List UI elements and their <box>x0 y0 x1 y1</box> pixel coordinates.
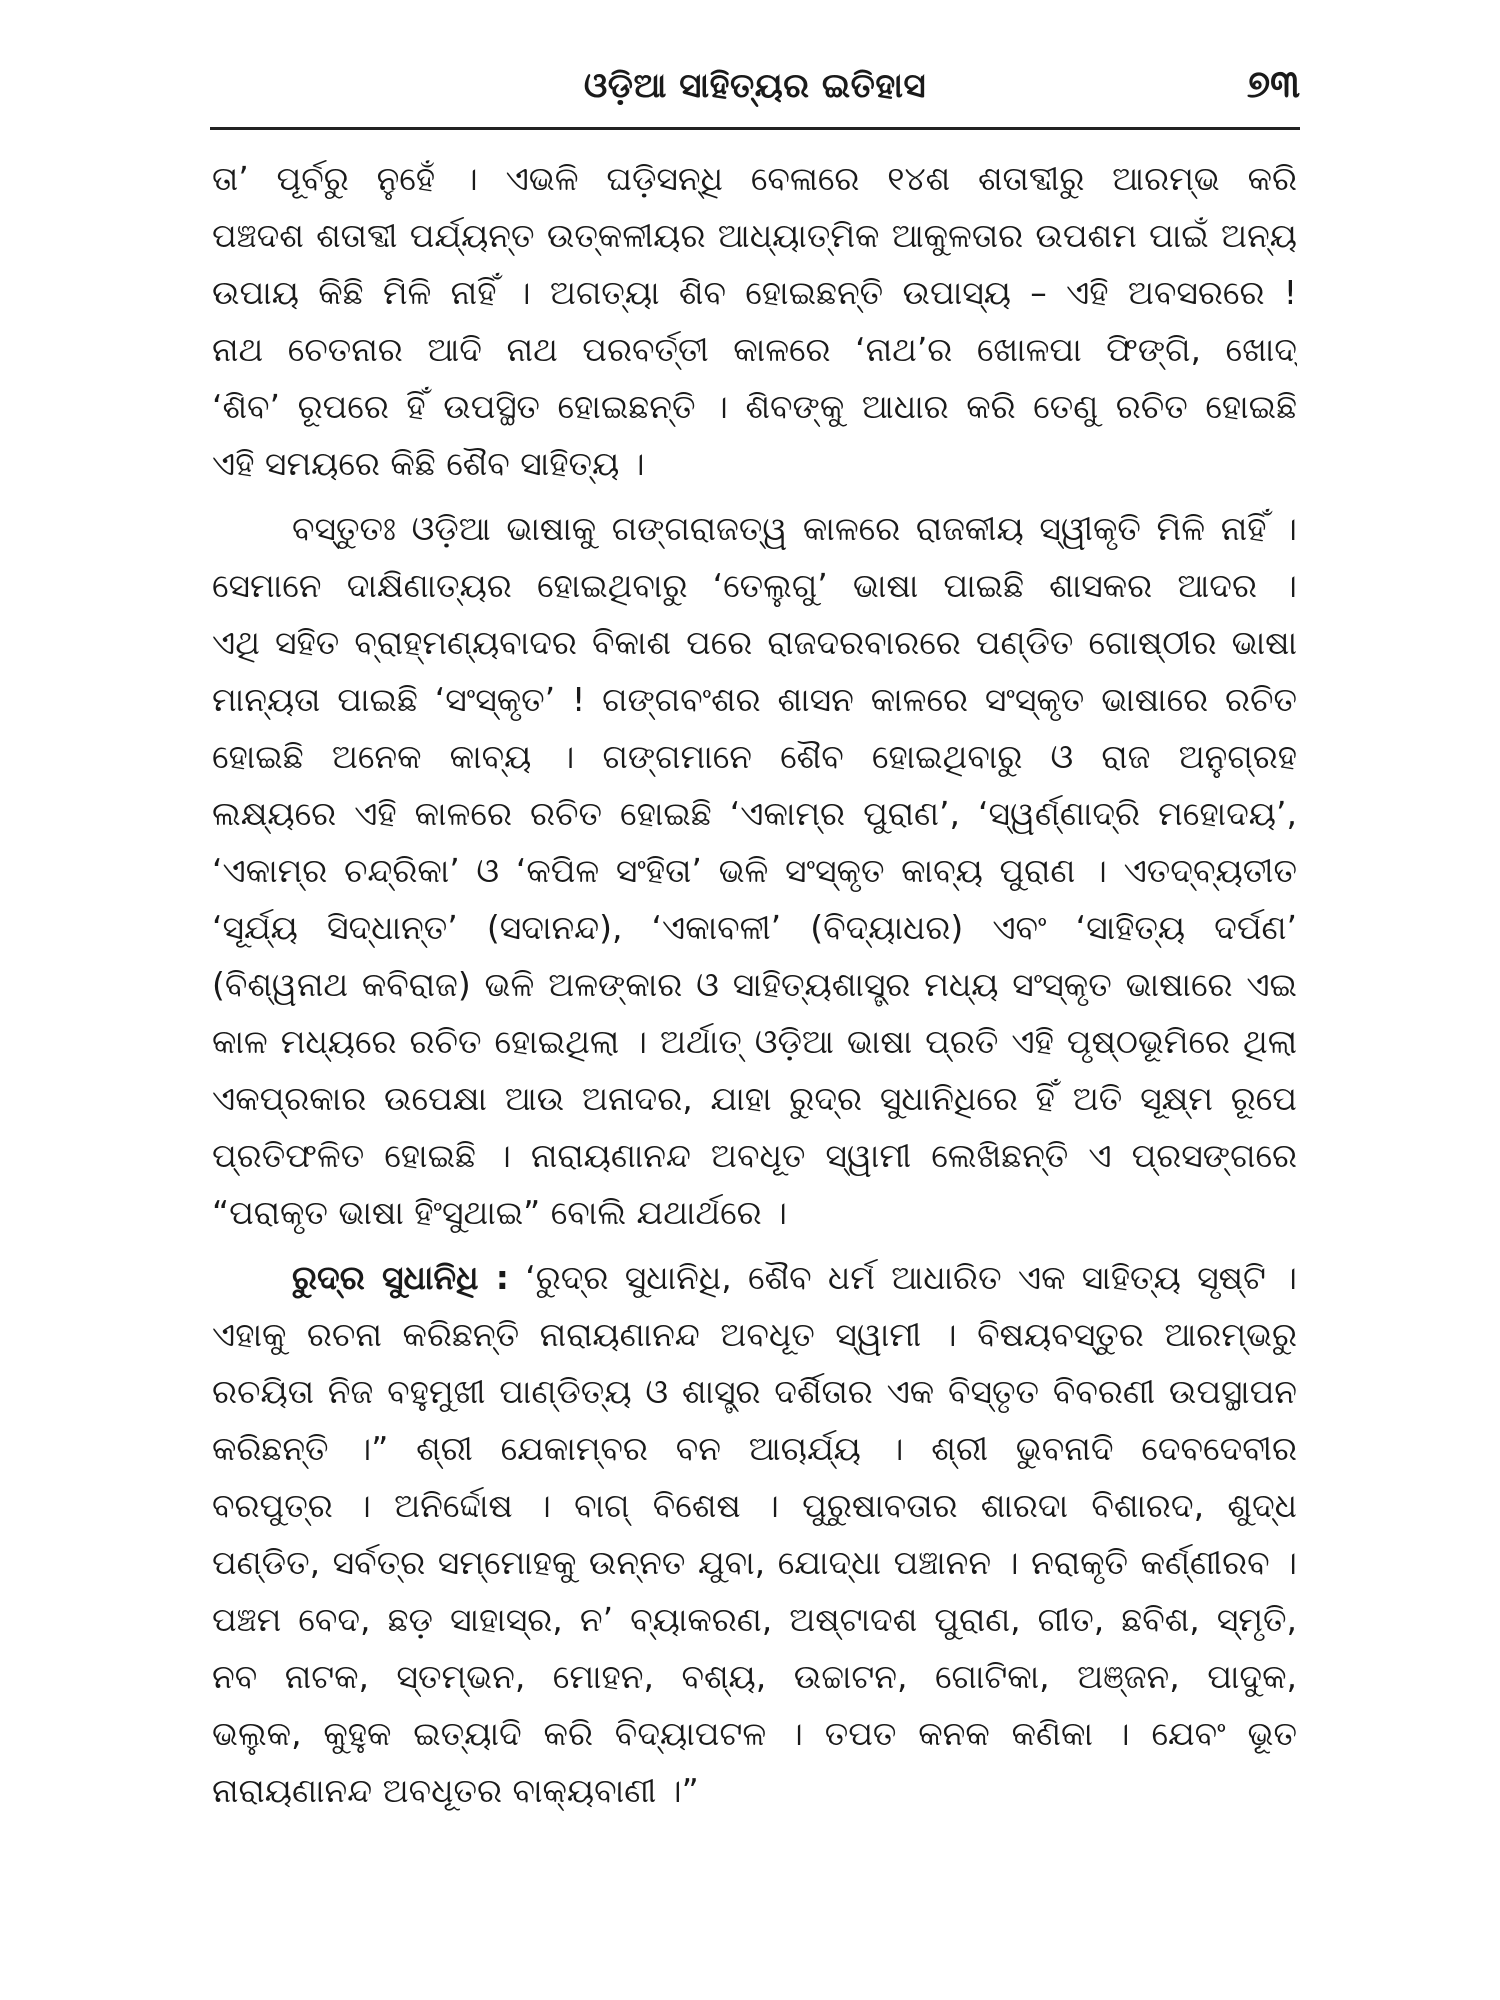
text-line: ପ୍ରତିଫଳିତ ହୋଇଛି । ନାରାୟଣାନନ୍ଦ ଅବଧୂତ ସ୍ୱାମୀ ଲେଖିଛନ୍ତି ଏ ପ୍ରସଙ୍ଗରେ <box>212 1136 1297 1175</box>
paragraph-1 <box>212 150 1297 492</box>
text-line: ନାରାୟଣାନନ୍ଦ ଅବଧୂତର ବାକ୍ୟବାଣୀ ।” <box>212 1771 699 1810</box>
text-line: ବସ୍ତୁତଃ ଓଡ଼ିଆ ଭାଷାକୁ ଗଙ୍ଗରାଜତ୍ୱ କାଳରେ ରାଜକୀୟ ସ୍ୱୀକୃତି ମିଳି ନାହିଁ । <box>292 509 1297 548</box>
running-header <box>210 58 1300 122</box>
running-title: ଓଡ଼ିଆ ସାହିତ୍ୟର ଇତିହାସ <box>583 66 927 106</box>
page-number: ୭୩ <box>1246 62 1300 106</box>
text-line: ରଚୟିତା ନିଜ ବହୁମୁଖୀ ପାଣ୍ଡିତ୍ୟ ଓ ଶାସ୍ତ୍ର ଦର୍ଶିତାର ଏକ ବିସ୍ତୃତ ବିବରଣୀ ଉପସ୍ଥାପନ <box>212 1372 1297 1411</box>
text-line: ତା’ ପୂର୍ବରୁ ନୁହେଁ । ଏଭଳି ଘଡ଼ିସନ୍ଧି ବେଳାରେ ୧୪ଶ ଶତାବ୍ଦୀରୁ ଆରମ୍ଭ କରି <box>212 159 1297 198</box>
text-line: ନାଥ ଚେତନାର ଆଦି ନାଥ ପରବର୍ତ୍ତୀ କାଳରେ ‘ନାଥ’ର ଖୋଳପା ଫିଙ୍ଗି, ଖୋଦ୍ <box>212 330 1297 369</box>
text-line: ନବ ନାଟକ, ସ୍ତମ୍ଭନ, ମୋହନ, ବଶ୍ୟ, ଉଚ୍ଚାଟନ, ଗୋଟିକା, ଅଞ୍ଜନ, ପାଦୁକ, <box>212 1657 1297 1696</box>
text-line: ପଣ୍ଡିତ, ସର୍ବତ୍ର ସମ୍ମୋହକୁ ଉନ୍ନତ ଯୁବା, ଯୋଦ୍ଧା ପଞ୍ଚାନନ । ନରାକୃତି କର୍ଣ୍ଣୀରବ । <box>212 1543 1297 1582</box>
text-line: ଏକପ୍ରକାର ଉପେକ୍ଷା ଆଉ ଅନାଦର, ଯାହା ରୁଦ୍ର ସୁଧାନିଧିରେ ହିଁ ଅତି ସୂକ୍ଷ୍ମ ରୂପେ <box>212 1079 1297 1118</box>
text-line: କରିଛନ୍ତି ।” ଶ୍ରୀ ଯେକାମ୍ବର ବନ ଆଚାର୍ଯ୍ୟ । ଶ୍ରୀ ଭୁବନାଦି ଦେବଦେବୀର <box>212 1429 1297 1468</box>
text-line: ପଞ୍ଚମ ବେଦ, ଛଡ଼ ସାହାସ୍ର, ନ’ ବ୍ୟାକରଣ, ଅଷ୍ଟାଦଶ ପୁରାଣ, ଗୀତ, ଛବିଶ, ସ୍ମୃତି, <box>212 1600 1297 1639</box>
text-line: ଉପାୟ କିଛି ମିଳି ନାହିଁ । ଅଗତ୍ୟା ଶିବ ହୋଇଛନ୍ତି ଉପାସ୍ୟ – ଏହି ଅବସରରେ ! <box>212 273 1297 312</box>
text-line: କାଳ ମଧ୍ୟରେ ରଚିତ ହୋଇଥିଲା । ଅର୍ଥାତ୍ ଓଡ଼ିଆ ଭାଷା ପ୍ରତି ଏହି ପୃଷ୍ଠଭୂମିରେ ଥିଲା <box>212 1022 1297 1061</box>
text-line: ହୋଇଛି ଅନେକ କାବ୍ୟ । ଗଙ୍ଗମାନେ ଶୈବ ହୋଇଥିବାରୁ ଓ ରାଜ ଅନୁଗ୍ରହ <box>212 737 1297 776</box>
text-line: (ବିଶ୍ୱନାଥ କବିରାଜ) ଭଳି ଅଳଙ୍କାର ଓ ସାହିତ୍ୟଶାସ୍ତ୍ର ମଧ୍ୟ ସଂସ୍କୃତ ଭାଷାରେ ଏଇ <box>212 965 1297 1004</box>
text-line: ଏହି ସମୟରେ କିଛି ଶୈବ ସାହିତ୍ୟ । <box>212 444 645 483</box>
section-heading: ରୁଦ୍ର ସୁଧାନିଧି : <box>292 1258 509 1297</box>
body-text <box>212 150 1297 1819</box>
text-line: ‘ଶିବ’ ରୂପରେ ହିଁ ଉପସ୍ଥିତ ହୋଇଛନ୍ତି । ଶିବଙ୍କୁ ଆଧାର କରି ତେଣୁ ରଚିତ ହୋଇଛି <box>212 387 1297 426</box>
text-line: ଏହାକୁ ରଚନା କରିଛନ୍ତି ନାରାୟଣାନନ୍ଦ ଅବଧୂତ ସ୍ୱାମୀ । ବିଷୟବସ୍ତୁର ଆରମ୍ଭରୁ <box>212 1315 1297 1354</box>
text-line: ‘ଏକାମ୍ର ଚନ୍ଦ୍ରିକା’ ଓ ‘କପିଳ ସଂହିତା’ ଭଳି ସଂସ୍କୃତ କାବ୍ୟ ପୁରାଣ । ଏତଦ୍‌ବ୍ୟତୀତ <box>212 851 1297 890</box>
text-line: ମାନ୍ୟତା ପାଇଛି ‘ସଂସ୍କୃତ’ ! ଗଙ୍ଗବଂଶର ଶାସନ କାଳରେ ସଂସ୍କୃତ ଭାଷାରେ ରଚିତ <box>212 680 1297 719</box>
text-line: ଲକ୍ଷ୍ୟରେ ଏହି କାଳରେ ରଚିତ ହୋଇଛି ‘ଏକାମ୍ର ପୁରାଣ’, ‘ସ୍ୱର୍ଣ୍ଣାଦ୍ରି ମହୋଦୟ’, <box>212 794 1297 833</box>
text-line: ଭଲୁକ, କୁହୁକ ଇତ୍ୟାଦି କରି ବିଦ୍ୟାପଟଳ । ତପତ କନକ କଣିକା । ଯେବଂ ଭୂତ <box>212 1714 1297 1753</box>
text-line: ସେମାନେ ଦାକ୍ଷିଣାତ୍ୟର ହୋଇଥିବାରୁ ‘ତେଲୁଗୁ’ ଭାଷା ପାଇଛି ଶାସକର ଆଦର । <box>212 566 1297 605</box>
paragraph-2 <box>212 500 1297 1241</box>
text-line: ‘ସୂର୍ଯ୍ୟ ସିଦ୍ଧାନ୍ତ’ (ସଦାନନ୍ଦ), ‘ଏକାବଳୀ’ (ବିଦ୍ୟାଧର) ଏବଂ ‘ସାହିତ୍ୟ ଦର୍ପଣ’ <box>212 908 1297 947</box>
text-line: ବରପୁତ୍ର । ଅନିର୍ଦ୍ଦୋଷ । ବାଗ୍ ବିଶେଷ । ପୁରୁଷାବତାର ଶାରଦା ବିଶାରଦ, ଶୁଦ୍ଧ <box>212 1486 1297 1525</box>
text-line: “ପରାକୃତ ଭାଷା ହିଂସୁଥାଇ” ବୋଲି ଯଥାର୍ଥରେ । <box>212 1193 787 1232</box>
text-line: ପଞ୍ଚଦଶ ଶତାବ୍ଦୀ ପର୍ଯ୍ୟନ୍ତ ଉତ୍କଳୀୟର ଆଧ୍ୟାତ୍ମିକ ଆକୁଳତାର ଉପଶମ ପାଇଁ ଅନ୍ୟ <box>212 216 1297 255</box>
text-line: ଏଥି ସହିତ ବ୍ରାହ୍ମଣ୍ୟବାଦର ବିକାଶ ପରେ ରାଜଦରବାରରେ ପଣ୍ଡିତ ଗୋଷ୍ଠୀର ଭାଷା <box>212 623 1297 662</box>
paragraph-3 <box>212 1249 1297 1819</box>
header-rule <box>210 127 1300 130</box>
text-line <box>212 1249 1297 1306</box>
heading-line-text: ‘ରୁଦ୍ର ସୁଧାନିଧି, ଶୈବ ଧର୍ମ ଆଧାରିତ ଏକ ସାହିତ୍ୟ ସୃଷ୍ଟି । <box>508 1258 1297 1297</box>
